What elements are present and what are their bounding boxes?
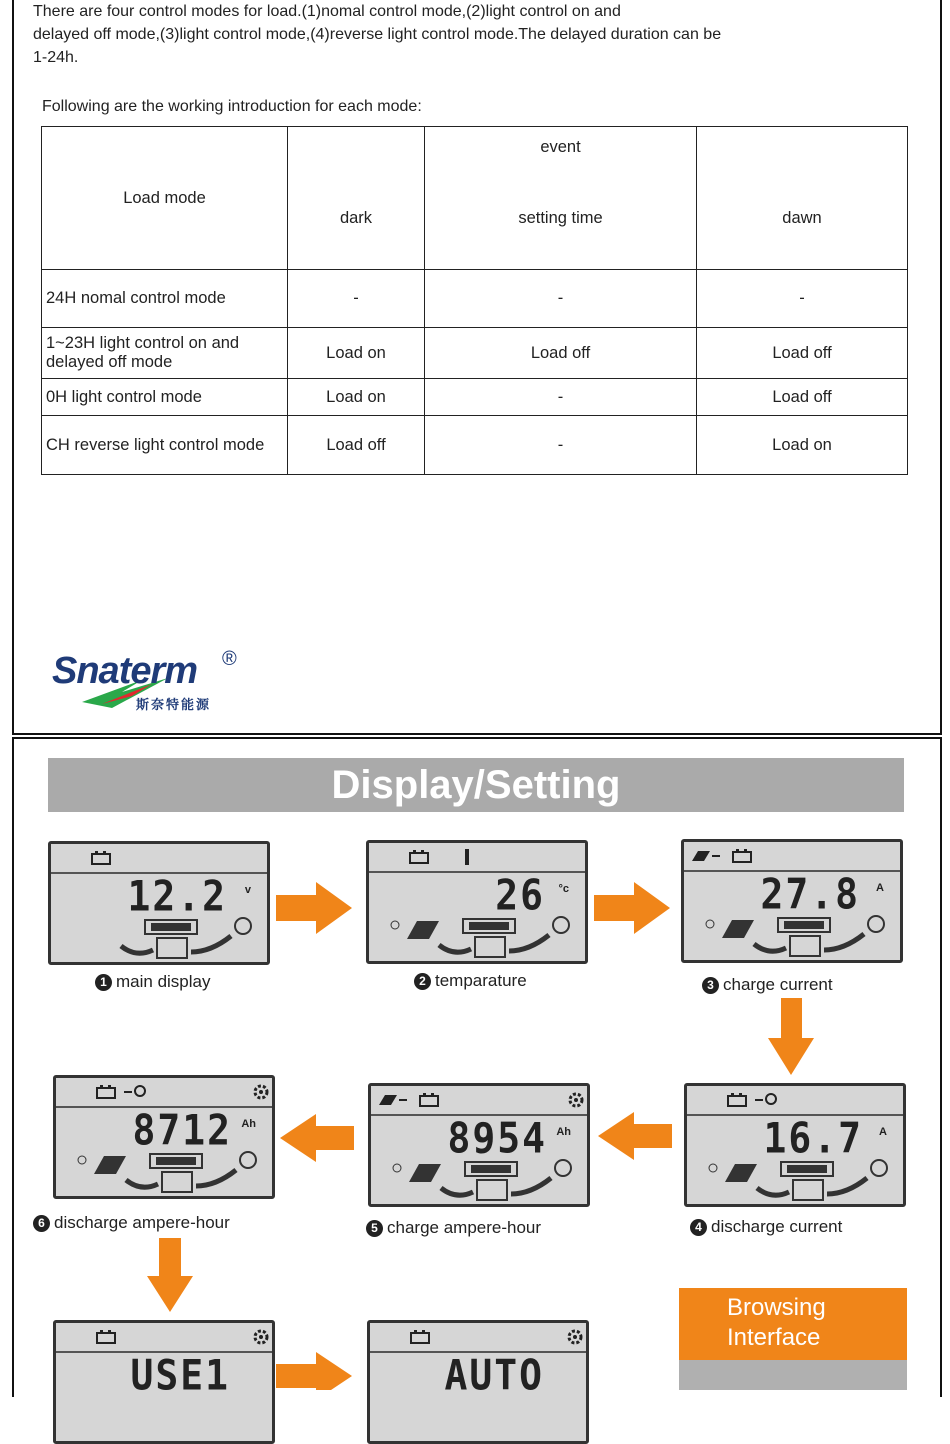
lcd-status-bar xyxy=(56,1323,272,1353)
system-diagram-icon xyxy=(379,911,579,961)
step-number-badge: 3 xyxy=(702,977,719,994)
gear-icon xyxy=(252,1328,270,1346)
logo-brand: Snaterm xyxy=(52,650,198,692)
caption-text: temparature xyxy=(435,971,527,990)
table-row xyxy=(42,270,908,328)
header-blank-2 xyxy=(697,127,908,169)
intro-line-2: delayed off mode,(3)light control mode,(4)reverse light control mode.The delayed duration can be xyxy=(33,26,722,43)
battery-icon xyxy=(409,850,431,864)
battery-icon xyxy=(96,1330,118,1344)
lcd-digits: 8954 xyxy=(447,1113,547,1163)
battery-icon xyxy=(410,1330,432,1344)
solar-to-battery-icon xyxy=(690,849,730,863)
screen-caption xyxy=(690,1217,842,1237)
intro-paragraph xyxy=(33,0,833,69)
lcd-digits: 26 xyxy=(495,870,545,920)
lcd-screen xyxy=(53,1320,275,1444)
caption-text: main display xyxy=(116,972,211,991)
gear-icon xyxy=(566,1328,584,1346)
lcd-screen xyxy=(53,1075,275,1199)
row-dark: Load on xyxy=(288,379,425,416)
bulb-icon xyxy=(124,1084,154,1100)
row-dark: Load off xyxy=(288,416,425,475)
lcd-screen xyxy=(684,1083,906,1207)
battery-icon xyxy=(91,851,113,865)
screen-caption xyxy=(702,975,833,995)
screen-caption xyxy=(414,971,527,991)
battery-icon xyxy=(732,849,754,863)
lcd-status-bar xyxy=(369,843,585,873)
lcd-digits: 8712 xyxy=(132,1105,232,1155)
header-setting-time: setting time xyxy=(425,169,697,270)
lcd-unit: °c xyxy=(558,883,569,895)
logo-registered: ® xyxy=(222,648,237,670)
thermometer-icon xyxy=(463,849,471,865)
browse-gray-bar xyxy=(679,1360,907,1390)
lcd-screen xyxy=(367,1320,589,1444)
step-number-badge: 2 xyxy=(414,973,431,990)
screen-caption xyxy=(33,1213,230,1233)
table-row xyxy=(42,328,908,379)
step-number-badge: 6 xyxy=(33,1215,50,1232)
row-setting: - xyxy=(425,416,697,475)
caption-text: discharge ampere-hour xyxy=(54,1213,230,1232)
browse-line-2: Interface xyxy=(727,1324,821,1351)
lcd-digits: AUTO xyxy=(444,1350,544,1400)
screen-caption xyxy=(366,1218,541,1238)
row-dawn: Load off xyxy=(697,379,908,416)
lcd-status-bar xyxy=(370,1323,586,1353)
intro-line-3: 1-24h. xyxy=(33,49,79,66)
header-dark: dark xyxy=(288,169,425,270)
row-mode: 24H nomal control mode xyxy=(42,270,288,328)
lcd-status-bar xyxy=(51,844,267,874)
section-banner: Display/Setting xyxy=(48,758,904,812)
system-diagram-icon xyxy=(66,1146,266,1196)
system-diagram-icon xyxy=(697,1154,897,1204)
lcd-digits: 12.2 xyxy=(127,871,227,921)
row-setting: - xyxy=(425,270,697,328)
gear-icon xyxy=(252,1083,270,1101)
battery-icon xyxy=(419,1093,441,1107)
row-mode: 1~23H light control on and delayed off mode xyxy=(42,328,288,379)
step-number-badge: 4 xyxy=(690,1219,707,1236)
row-dawn: Load off xyxy=(697,328,908,379)
lcd-screen xyxy=(366,840,588,964)
lcd-digits: 16.7 xyxy=(763,1113,863,1163)
browse-line-1: Browsing xyxy=(727,1294,826,1321)
system-diagram-icon xyxy=(61,912,261,962)
row-mode: 0H light control mode xyxy=(42,379,288,416)
row-dark: - xyxy=(288,270,425,328)
lcd-screen xyxy=(368,1083,590,1207)
browsing-interface-label xyxy=(679,1288,907,1360)
lcd-unit: Ah xyxy=(241,1118,256,1130)
system-diagram-icon xyxy=(694,910,894,960)
lcd-unit: v xyxy=(244,884,251,896)
battery-icon xyxy=(727,1093,749,1107)
lcd-status-bar xyxy=(687,1086,903,1116)
header-event: event xyxy=(425,127,697,169)
load-mode-table xyxy=(41,126,908,475)
bulb-icon xyxy=(755,1092,785,1108)
lcd-digits: USE1 xyxy=(130,1350,230,1400)
row-dawn: Load on xyxy=(697,416,908,475)
row-setting: Load off xyxy=(425,328,697,379)
header-blank xyxy=(288,127,425,169)
lcd-screen xyxy=(48,841,270,965)
lcd-status-bar xyxy=(684,842,900,872)
gear-icon xyxy=(567,1091,585,1109)
header-dawn: dawn xyxy=(697,169,908,270)
table-row xyxy=(42,416,908,475)
lcd-status-bar xyxy=(371,1086,587,1116)
table-intro-text: Following are the working introduction for each mode: xyxy=(42,98,422,115)
caption-text: discharge current xyxy=(711,1217,843,1236)
row-dawn: - xyxy=(697,270,908,328)
snaterm-logo xyxy=(52,650,252,720)
lcd-unit: A xyxy=(876,882,884,894)
header-load-mode: Load mode xyxy=(42,127,288,270)
lcd-unit: A xyxy=(879,1126,887,1138)
row-dark: Load on xyxy=(288,328,425,379)
step-number-badge: 1 xyxy=(95,974,112,991)
row-mode: CH reverse light control mode xyxy=(42,416,288,475)
system-diagram-icon xyxy=(381,1154,581,1204)
lcd-screen xyxy=(681,839,903,963)
battery-icon xyxy=(96,1085,118,1099)
table-row xyxy=(42,379,908,416)
logo-chinese: 斯奈特能源 xyxy=(136,697,212,712)
screen-caption xyxy=(95,972,211,992)
lcd-status-bar xyxy=(56,1078,272,1108)
intro-line-1: There are four control modes for load.(1)nomal control mode,(2)light control on and xyxy=(33,3,621,20)
step-number-badge: 5 xyxy=(366,1220,383,1237)
solar-to-battery-icon xyxy=(377,1093,417,1107)
lcd-unit: Ah xyxy=(556,1126,571,1138)
caption-text: charge ampere-hour xyxy=(387,1218,542,1237)
row-setting: - xyxy=(425,379,697,416)
caption-text: charge current xyxy=(723,975,833,994)
lcd-digits: 27.8 xyxy=(760,869,860,919)
